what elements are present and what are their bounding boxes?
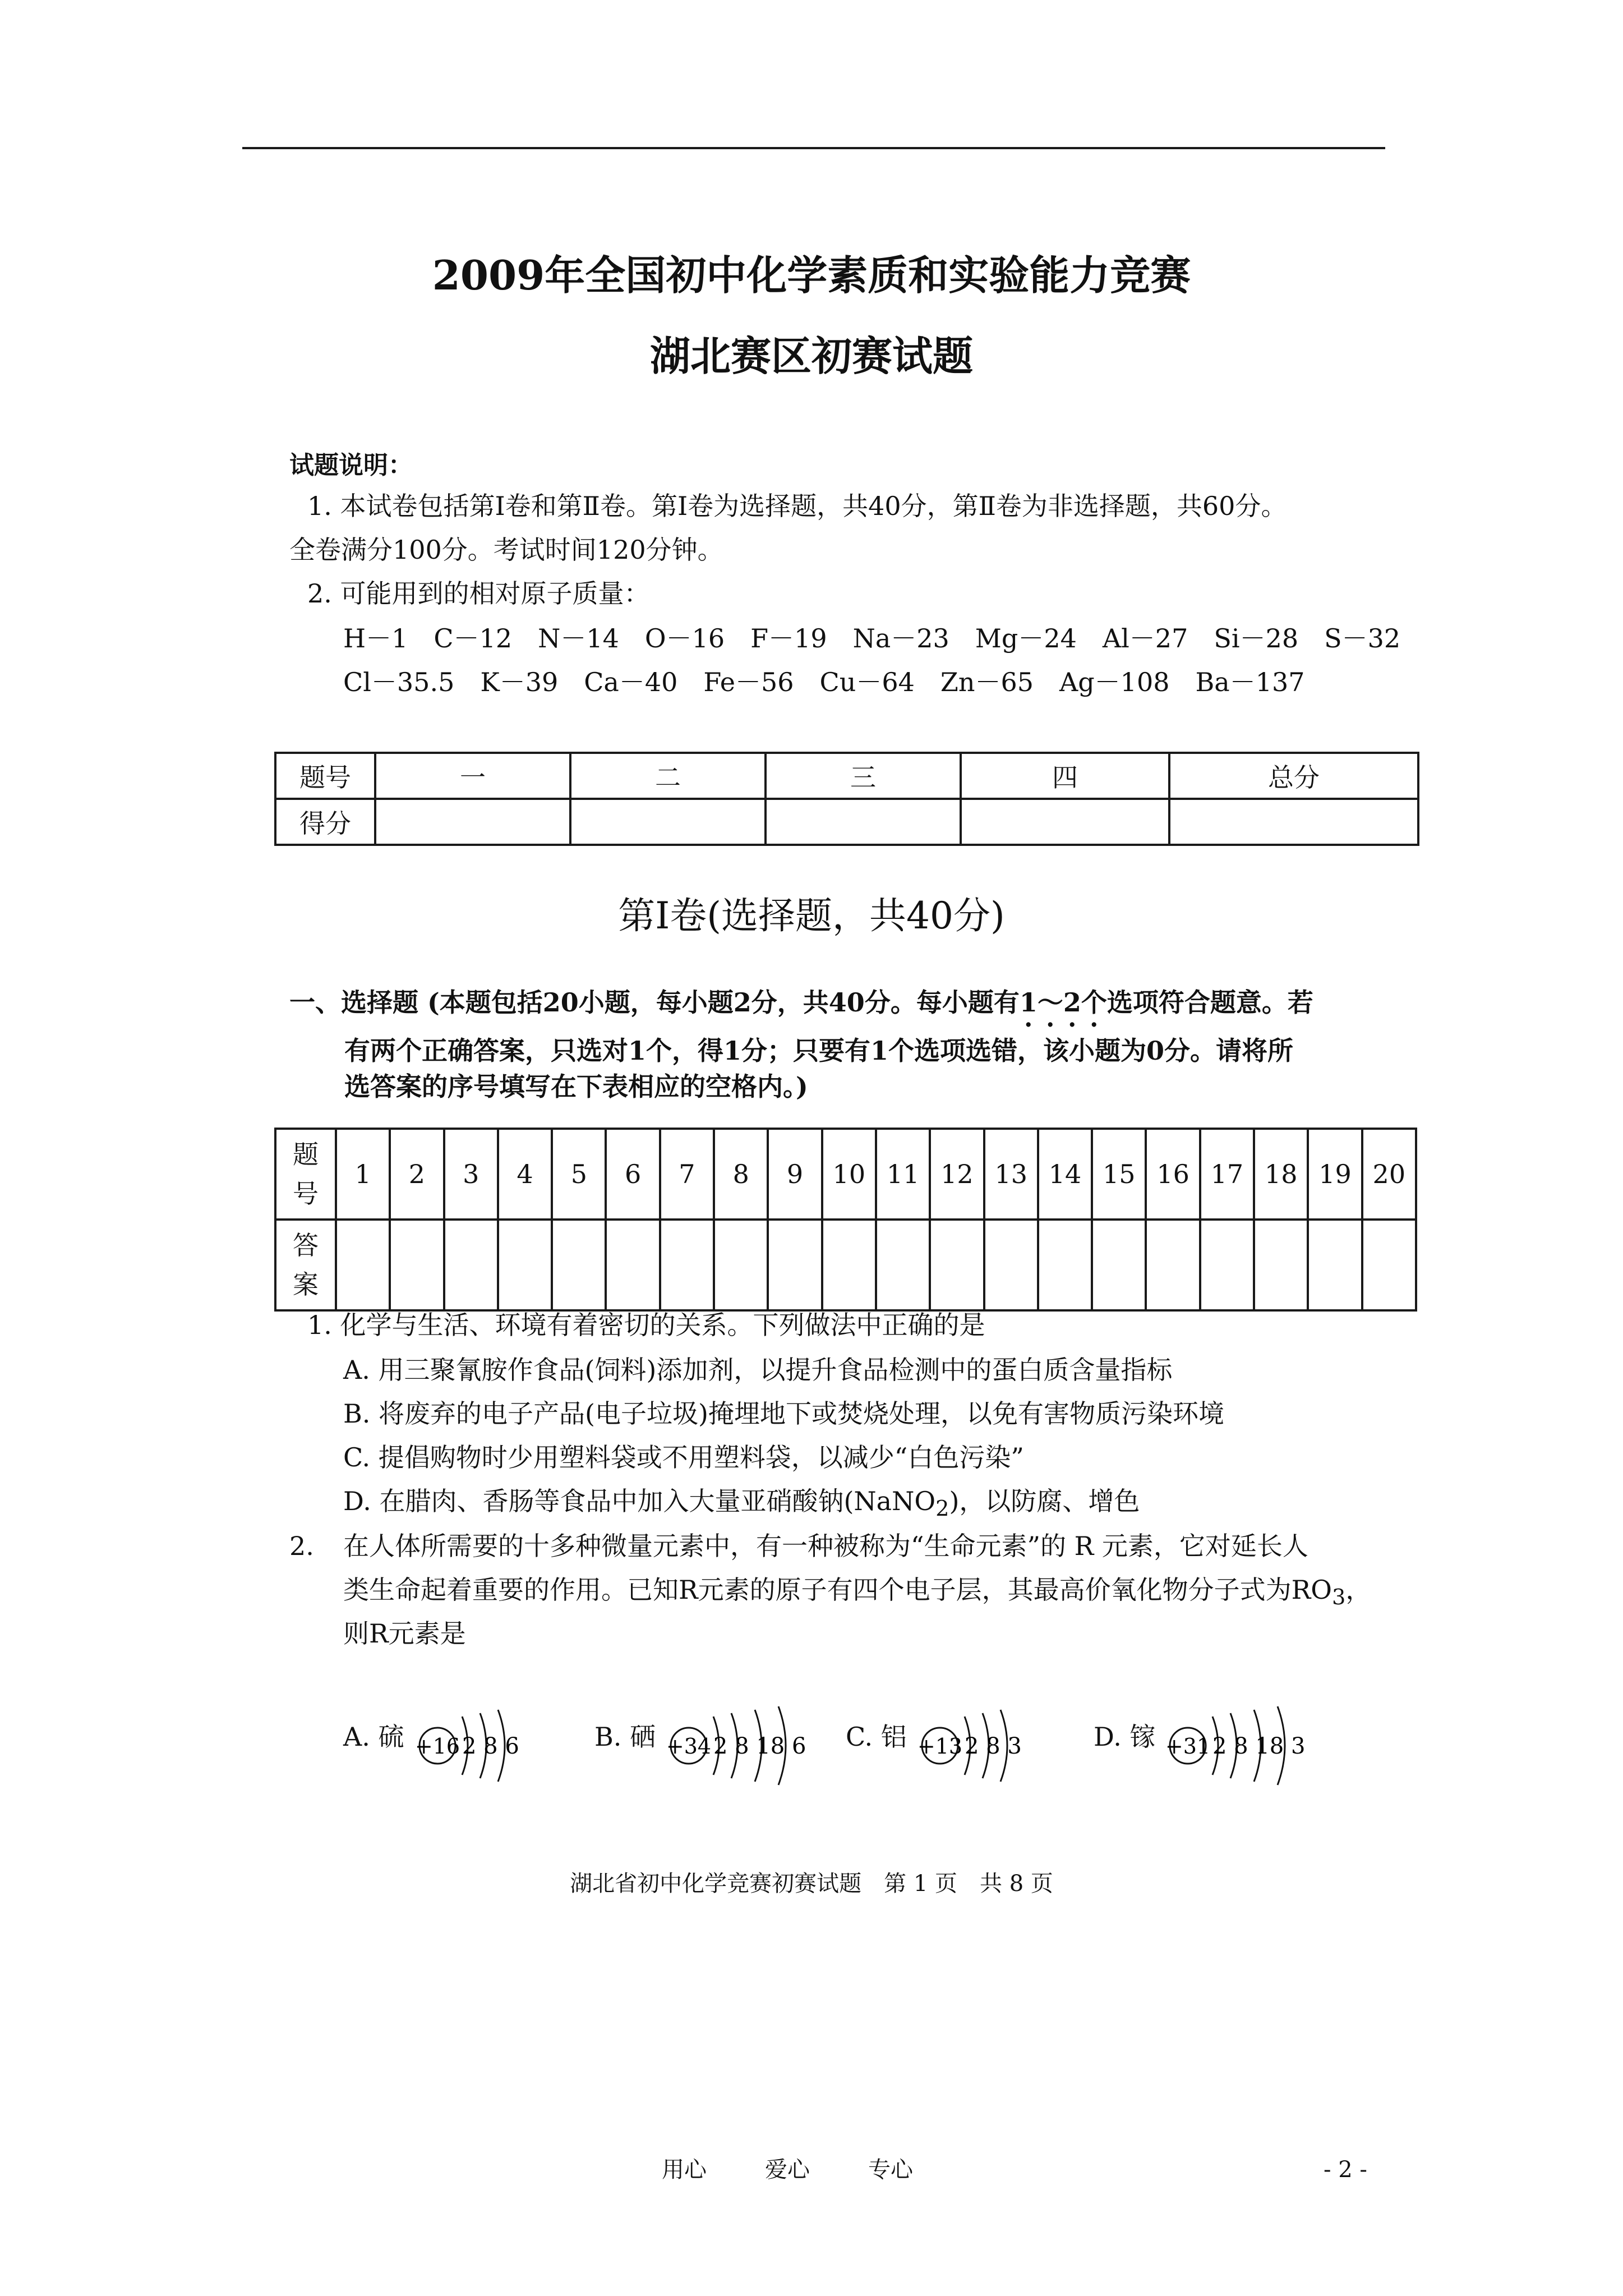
atom-option-label: D. 镓 [1094,1722,1156,1752]
atom-structure-diagram [667,1705,836,1784]
score-cell[interactable] [375,799,570,845]
score-col-1: 一 [375,753,570,799]
answer-number-7: 7 [660,1129,714,1220]
answer-table-row-label: 答案 [275,1220,336,1310]
nucleus-charge: +13 [917,1734,963,1759]
score-cell[interactable] [570,799,766,845]
answer-number-4: 4 [498,1129,552,1220]
atom-structure-diagram [416,1705,551,1784]
atom-option-label: C. 铝 [846,1722,907,1752]
answer-number-18: 18 [1254,1129,1308,1220]
answer-number-5: 5 [552,1129,606,1220]
question-2-number: 2. [289,1531,314,1561]
section-1-instructions [289,984,1428,1105]
score-col-2: 二 [570,753,766,799]
question-1-option-b: B. 将废弃的电子产品(电子垃圾)掩埋地下或焚烧处理，以免有害物质污染环境 [343,1398,1224,1429]
answer-number-3: 3 [444,1129,498,1220]
score-table [274,752,1419,846]
answer-cell-19[interactable] [1308,1220,1362,1310]
score-table-row-label: 得分 [275,799,375,845]
nucleus-charge: +16 [414,1734,460,1759]
answer-table-answer-row [275,1220,1416,1310]
instructions-line-2: 全卷满分100分。考试时间120分钟。 [289,535,723,565]
answer-cell-14[interactable] [1038,1220,1092,1310]
nucleus-charge: +31 [1165,1734,1211,1759]
score-table-score-row [275,799,1418,845]
question-1-option-c: C. 提倡购物时少用塑料袋或不用塑料袋，以减少“白色污染” [343,1442,1024,1473]
page-footer: 湖北省初中化学竞赛初赛试题 第 1 页 共 8 页 [570,1871,1053,1897]
answer-cell-9[interactable] [768,1220,822,1310]
question-1-option-a: A. 用三聚氰胺作食品(饲料)添加剂，以提升食品检测中的蛋白质含量指标 [343,1355,1173,1385]
answer-number-14: 14 [1038,1129,1092,1220]
answer-cell-12[interactable] [930,1220,984,1310]
answer-cell-15[interactable] [1092,1220,1146,1310]
slogan-2: 爱心 [765,2157,810,2183]
answer-number-6: 6 [606,1129,660,1220]
atomic-masses-line-1: H－1 C－12 N－14 O－16 F－19 Na－23 Mg－24 Al－27 Si－28 S－32 [343,623,1401,654]
score-cell[interactable] [766,799,961,845]
section-1-lead: 一、选择题 (本题包括20小题，每小题2分，共40分。每小题有 [289,987,1020,1018]
electron-shells: 2 8 18 6 [713,1733,806,1759]
atomic-masses-line-2: Cl－35.5 K－39 Ca－40 Fe－56 Cu－64 Zn－65 Ag－108 Ba－137 [343,667,1305,697]
answer-number-12: 12 [930,1129,984,1220]
volume-1-title: 第Ⅰ卷(选择题，共40分) [618,894,1005,937]
answer-number-20: 20 [1362,1129,1416,1220]
question-2-line-2: 类生命起着重要的作用。已知R元素的原子有四个电子层，其最高价氧化物分子式为$RO_3$， [343,1575,1372,1611]
answer-number-10: 10 [822,1129,876,1220]
question-2-line-1: 在人体所需要的十多种微量元素中，有一种被称为“生命元素”的 R 元素，它对延长人 [343,1531,1308,1561]
slogan-3: 专心 [868,2157,913,2183]
question-1-option-d: D. 在腊肉、香肠等食品中加入大量亚硝酸钠(NaNO$_2$)，以防腐、增色 [343,1486,1140,1522]
score-table-row-label: 题号 [275,753,375,799]
page-subtitle: 湖北赛区初赛试题 [649,332,973,380]
answer-number-19: 19 [1308,1129,1362,1220]
answer-number-8: 8 [714,1129,768,1220]
atom-structure-diagram [1166,1705,1335,1784]
question-1-stem: 1. 化学与生活、环境有着密切的关系。下列做法中正确的是 [307,1310,985,1340]
score-table-header-row [275,753,1418,799]
answer-number-2: 2 [390,1129,444,1220]
answer-cell-16[interactable] [1146,1220,1200,1310]
atom-option-label: B. 硒 [594,1722,656,1752]
answer-cell-18[interactable] [1254,1220,1308,1310]
atom-structure-diagram [919,1705,1053,1784]
atom-option-label: A. 硫 [343,1722,404,1752]
section-1-emphasis: 1～2个 [1019,987,1107,1018]
score-col-4: 四 [961,753,1169,799]
answer-cell-10[interactable] [822,1220,876,1310]
answer-table-row-label: 题号 [275,1129,336,1220]
section-1-line-2: 有两个正确答案，只选对1个，得1分；只要有1个选项选错，该小题为0分。请将所 [344,1036,1294,1066]
answer-cell-2[interactable] [390,1220,444,1310]
answer-cell-3[interactable] [444,1220,498,1310]
answer-cell-5[interactable] [552,1220,606,1310]
answer-cell-17[interactable] [1200,1220,1254,1310]
answer-cell-4[interactable] [498,1220,552,1310]
score-cell[interactable] [961,799,1169,845]
answer-cell-1[interactable] [336,1220,390,1310]
instructions-line-1: 1. 本试卷包括第Ⅰ卷和第Ⅱ卷。第Ⅰ卷为选择题，共40分，第Ⅱ卷为非选择题，共60分。 [307,491,1287,521]
answer-number-13: 13 [984,1129,1038,1220]
answer-number-16: 16 [1146,1129,1200,1220]
slogan-1: 用心 [662,2157,707,2183]
answer-number-9: 9 [768,1129,822,1220]
answer-number-15: 15 [1092,1129,1146,1220]
top-rule [242,147,1385,149]
answer-cell-6[interactable] [606,1220,660,1310]
electron-shells: 2 8 18 3 [1212,1733,1306,1759]
page-number: - 2 - [1324,2157,1367,2183]
section-1-tail: 选项符合题意。若 [1106,987,1313,1018]
score-col-3: 三 [766,753,961,799]
answer-cell-11[interactable] [876,1220,930,1310]
score-cell[interactable] [1169,799,1418,845]
instructions-line-3: 2. 可能用到的相对原子质量： [307,578,650,609]
answer-table-number-row [275,1129,1416,1220]
page-title: 2009年全国初中化学素质和实验能力竞赛 [432,251,1191,299]
score-col-total: 总分 [1169,753,1418,799]
answer-cell-8[interactable] [714,1220,768,1310]
question-2-line-3: 则R元素是 [343,1618,466,1649]
answer-cell-13[interactable] [984,1220,1038,1310]
answer-cell-20[interactable] [1362,1220,1416,1310]
electron-shells: 2 8 6 [462,1733,519,1759]
instructions-heading: 试题说明： [289,451,413,480]
answer-number-1: 1 [336,1129,390,1220]
answer-table [274,1128,1417,1312]
section-1-line-3: 选答案的序号填写在下表相应的空格内。) [344,1071,808,1102]
answer-number-17: 17 [1200,1129,1254,1220]
answer-number-11: 11 [876,1129,930,1220]
electron-shells: 2 8 3 [965,1733,1022,1759]
nucleus-charge: +34 [666,1734,712,1759]
answer-cell-7[interactable] [660,1220,714,1310]
